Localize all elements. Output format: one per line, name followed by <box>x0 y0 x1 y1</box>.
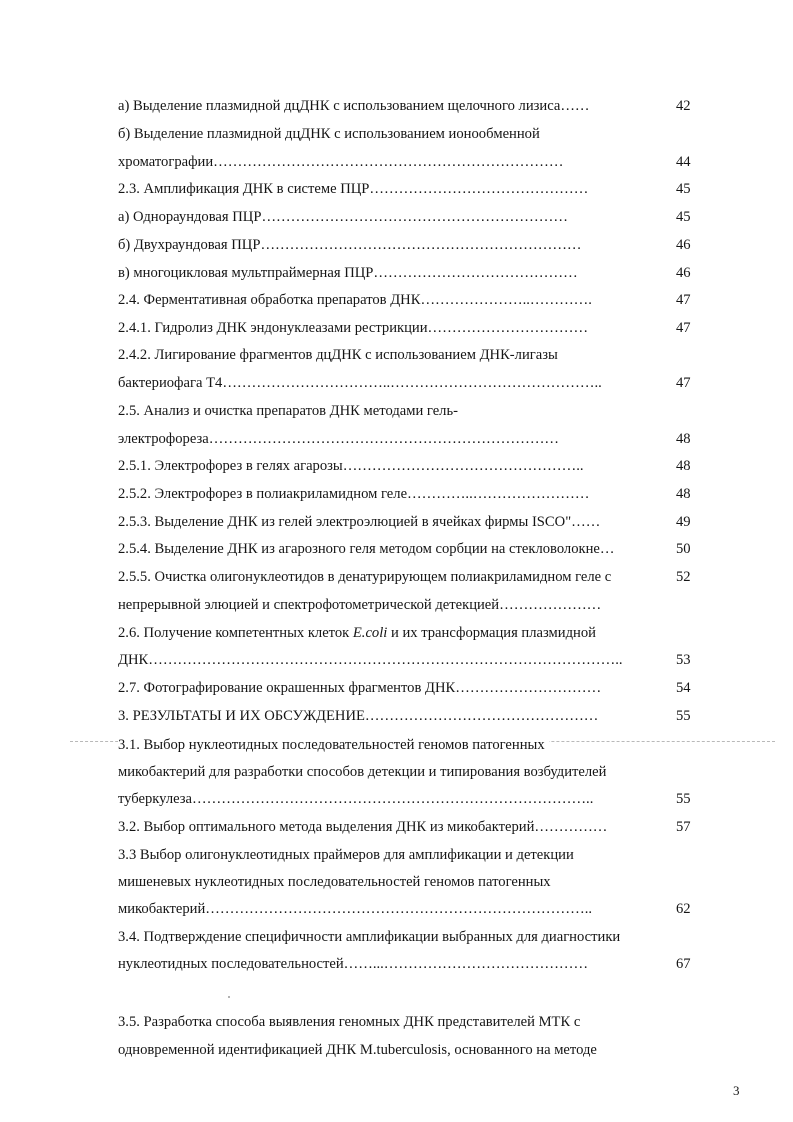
toc-entry <box>0 289 793 311</box>
toc-entry <box>0 761 793 783</box>
toc-entry <box>0 455 793 477</box>
toc-entry-text: электрофореза……………………………………………………………… <box>118 431 560 447</box>
toc-entry-page: 49 <box>676 514 691 530</box>
page-number: 3 <box>733 1083 740 1098</box>
toc-entry-page: 47 <box>676 292 691 308</box>
toc-entry <box>0 372 793 394</box>
toc-entry-page: 48 <box>676 486 691 502</box>
toc-entry-text: 2.5.1. Электрофорез в гелях агарозы………………………………………….. <box>118 458 584 474</box>
toc-entry-text: хроматографии……………………………………………………………… <box>118 154 564 170</box>
toc-entry-text: 3.1. Выбор нуклеотидных последовательностей геномов патогенных <box>118 734 549 756</box>
toc-entry-text: 2.6. Получение компетентных клеток E.coli и их трансформация плазмидной <box>118 625 596 641</box>
toc-entry-text: а) Выделение плазмидной дцДНК с использованием щелочного лизиса…… <box>118 98 590 114</box>
toc-entry-text: 2.4.2. Лигирование фрагментов дцДНК с использованием ДНК-лигазы <box>118 347 558 363</box>
toc-entry-text: одновременной идентификацией ДНК M.tuberculosis, основанного на методе <box>118 1042 597 1058</box>
toc-entry <box>0 428 793 450</box>
toc-entry <box>0 898 793 920</box>
toc-entry <box>0 317 793 339</box>
toc-entry <box>0 926 793 948</box>
toc-entry-page: 48 <box>676 431 691 447</box>
toc-entry <box>0 788 793 810</box>
toc-entry-text: 2.5.5. Очистка олигонуклеотидов в денатурирующем полиакриламидном геле с <box>118 569 612 585</box>
toc-entry-text: 2.5.2. Электрофорез в полиакриламидном геле…………..…………………… <box>118 486 590 502</box>
toc-entry <box>0 649 793 671</box>
toc-entry-text: микобактерий…………………………………………………………………….. <box>118 901 592 917</box>
toc-entry <box>0 677 793 699</box>
toc-entry-text: 3. РЕЗУЛЬТАТЫ И ИХ ОБСУЖДЕНИЕ………………………………………… <box>118 708 599 724</box>
toc-entry-text: 2.7. Фотографирование окрашенных фрагментов ДНК………………………… <box>118 680 602 696</box>
toc-entry-page: 62 <box>676 901 691 917</box>
toc-entry-page: 53 <box>676 652 691 668</box>
toc-entry <box>0 1039 793 1061</box>
toc-entry-text: 2.3. Амплификация ДНК в системе ПЦР……………………………………… <box>118 181 589 197</box>
toc-entry <box>0 622 793 644</box>
toc-entry <box>0 1011 793 1033</box>
toc-entry-text: 3.5. Разработка способа выявления геномных ДНК представителей МТК с <box>118 1014 581 1030</box>
toc-entry <box>0 123 793 145</box>
toc-entry <box>0 234 793 256</box>
toc-entry-text: туберкулеза……………………………………………………………………….. <box>118 791 594 807</box>
toc-entry <box>0 816 793 838</box>
toc-entry-page: 55 <box>676 791 691 807</box>
toc-entry-page: 67 <box>676 956 691 972</box>
toc-entry <box>0 953 793 975</box>
toc-entry-page: 45 <box>676 209 691 225</box>
toc-entry-text: бактериофага Т4……………………………..…………………………………….. <box>118 375 602 391</box>
toc-entry-text: 3.4. Подтверждение специфичности амплификации выбранных для диагностики <box>118 929 621 945</box>
toc-entry-text: б) Выделение плазмидной дцДНК с использованием ионообменной <box>118 126 540 142</box>
toc-entry <box>0 566 793 588</box>
toc-entry-text: ДНК…………………………………………………………………………………….. <box>118 652 623 668</box>
toc-entry <box>0 511 793 533</box>
toc-entry <box>0 538 793 560</box>
toc-entry-page: 50 <box>676 541 691 557</box>
toc-entry <box>0 178 793 200</box>
toc-entry-text: 2.4.1. Гидролиз ДНК эндонуклеазами рестрикции…………………………… <box>118 320 589 336</box>
toc-entry-page: 57 <box>676 819 691 835</box>
toc-entry-text: а) Однораундовая ПЦР……………………………………………………… <box>118 209 568 225</box>
toc-entry <box>0 151 793 173</box>
toc-entry-page: 46 <box>676 265 691 281</box>
toc-entry-text: в) многоцикловая мультпраймерная ПЦР…………………………………… <box>118 265 578 281</box>
toc-entry <box>0 206 793 228</box>
toc-entry <box>0 734 793 756</box>
toc-entry <box>0 262 793 284</box>
toc-entry <box>0 483 793 505</box>
toc-entry <box>0 705 793 727</box>
toc-entry-text: 2.4. Ферментативная обработка препаратов ДНК…………………..…………. <box>118 292 592 308</box>
toc-entry-text: 3.3 Выбор олигонуклеотидных праймеров для амплификации и детекции <box>118 847 574 863</box>
toc-entry-text: микобактерий для разработки способов детекции и типирования возбудителей <box>118 764 607 780</box>
toc-entry-page: 47 <box>676 375 691 391</box>
toc-entry <box>0 344 793 366</box>
toc-entry-page: 46 <box>676 237 691 253</box>
scan-speck <box>228 996 230 998</box>
toc-entry <box>0 594 793 616</box>
toc-entry-text: нуклеотидных последовательностей……...…………………………………… <box>118 956 589 972</box>
toc-entry-text: 2.5.3. Выделение ДНК из гелей электроэлюцией в ячейках фирмы ISCO"…… <box>118 514 601 530</box>
toc-entry-page: 52 <box>676 569 691 585</box>
toc-entry <box>0 844 793 866</box>
toc-entry <box>0 400 793 422</box>
toc-entry-page: 54 <box>676 680 691 696</box>
toc-entry-page: 48 <box>676 458 691 474</box>
toc-entry-text: 3.2. Выбор оптимального метода выделения ДНК из микобактерий…………… <box>118 819 608 835</box>
toc-entry-page: 42 <box>676 98 691 114</box>
toc-entry-text: непрерывной элюцией и спектрофотометрической детекцией………………… <box>118 597 602 613</box>
toc-entry-text: мишеневых нуклеотидных последовательностей геномов патогенных <box>118 874 551 890</box>
toc-entry-page: 55 <box>676 708 691 724</box>
toc-entry-page: 47 <box>676 320 691 336</box>
toc-entry-text: 2.5.4. Выделение ДНК из агарозного геля методом сорбции на стекловолокне… <box>118 541 615 557</box>
toc-entry <box>0 871 793 893</box>
toc-entry-page: 45 <box>676 181 691 197</box>
toc-entry-page: 44 <box>676 154 691 170</box>
toc-entry-text: б) Двухраундовая ПЦР………………………………………………………… <box>118 237 582 253</box>
toc-entry <box>0 95 793 117</box>
toc-entry-text: 2.5. Анализ и очистка препаратов ДНК методами гель- <box>118 403 458 419</box>
